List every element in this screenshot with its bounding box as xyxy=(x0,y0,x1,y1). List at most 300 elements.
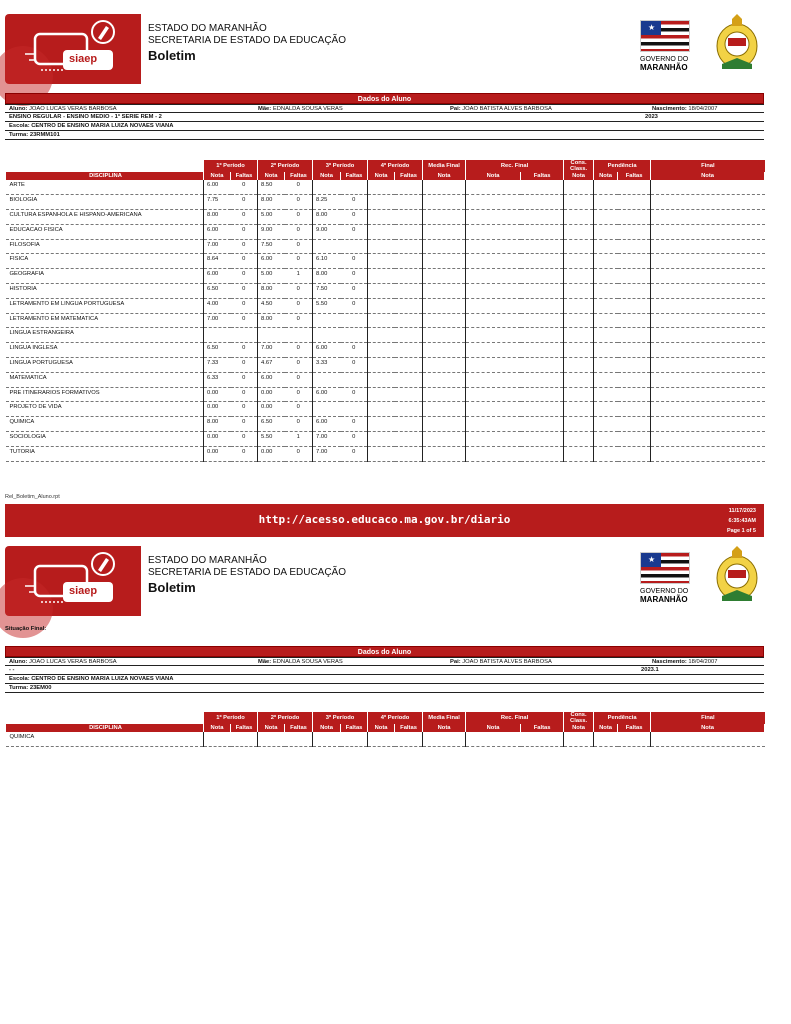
empty-cell xyxy=(521,298,564,313)
period-header: 2º Período xyxy=(258,160,313,172)
p2-nota: 9.00 xyxy=(258,224,285,239)
p1-faltas: 0 xyxy=(231,343,258,358)
table-row xyxy=(6,210,765,225)
p1-faltas: 0 xyxy=(231,432,258,447)
empty-cell xyxy=(521,239,564,254)
p2-faltas: 0 xyxy=(285,180,313,195)
empty-cell xyxy=(423,432,466,447)
p3-faltas: 0 xyxy=(341,254,368,269)
empty-cell xyxy=(368,446,395,461)
footer-url-link[interactable]: http://acesso.educaco.ma.gov.br/diario xyxy=(258,513,511,526)
empty-cell xyxy=(564,732,594,747)
empty-cell xyxy=(594,732,618,747)
discipline-name: EDUCACAO FISICA xyxy=(6,224,204,239)
p3-nota: 7.00 xyxy=(313,432,341,447)
p2-faltas xyxy=(285,328,313,343)
p2-nota: 6.00 xyxy=(258,372,285,387)
empty-cell xyxy=(395,343,423,358)
empty-cell xyxy=(423,417,466,432)
page-number: Page 1 of 5 xyxy=(726,528,756,534)
table-row xyxy=(6,239,765,254)
empty-cell xyxy=(368,210,395,225)
header-text xyxy=(148,23,346,64)
empty-cell xyxy=(564,372,594,387)
discipline-name: LINGUA PORTUGUESA xyxy=(6,358,204,373)
pai-label: Pai: xyxy=(450,659,461,665)
empty-cell xyxy=(395,254,423,269)
p1-nota: 7.00 xyxy=(204,239,231,254)
period-header: Media Final xyxy=(423,160,466,172)
period-header: 4º Período xyxy=(368,160,423,172)
p1-faltas: 0 xyxy=(231,180,258,195)
empty-cell xyxy=(594,387,618,402)
empty-cell xyxy=(395,358,423,373)
p1-nota: 0.00 xyxy=(204,402,231,417)
p2-faltas: 0 xyxy=(285,313,313,328)
empty-cell xyxy=(564,417,594,432)
nota-header: Nota xyxy=(594,172,618,180)
empty-cell xyxy=(368,358,395,373)
empty-cell xyxy=(395,210,423,225)
p1-nota: 0.00 xyxy=(204,387,231,402)
faltas-header: Faltas xyxy=(618,172,651,180)
p3-nota: 5.50 xyxy=(313,298,341,313)
p2-nota: 8.00 xyxy=(258,284,285,299)
mae-label: Mãe: xyxy=(258,659,272,665)
empty-cell xyxy=(564,284,594,299)
empty-cell xyxy=(423,328,466,343)
p3-nota: 3.33 xyxy=(313,358,341,373)
empty-cell xyxy=(594,284,618,299)
period-header: 1º Período xyxy=(204,712,258,724)
p2-faltas: 0 xyxy=(285,284,313,299)
p1-faltas: 0 xyxy=(231,239,258,254)
p1-nota: 4.00 xyxy=(204,298,231,313)
discipline-name: TUTORIA xyxy=(6,446,204,461)
p2-nota: 5.00 xyxy=(258,269,285,284)
empty-cell xyxy=(395,417,423,432)
empty-cell xyxy=(466,432,521,447)
p3-faltas xyxy=(341,239,368,254)
table-row xyxy=(6,269,765,284)
empty-cell xyxy=(395,284,423,299)
p2-nota: 6.50 xyxy=(258,417,285,432)
p3-faltas: 0 xyxy=(341,432,368,447)
p3-nota xyxy=(313,313,341,328)
empty-cell xyxy=(564,269,594,284)
student-name: JOAO LUCAS VERAS BARBOSA xyxy=(28,106,117,112)
p3-nota xyxy=(313,180,341,195)
p3-nota: 6.00 xyxy=(313,417,341,432)
period-header: Final xyxy=(651,160,765,172)
p3-faltas: 0 xyxy=(341,417,368,432)
empty-cell xyxy=(521,732,564,747)
empty-cell xyxy=(564,210,594,225)
empty-cell xyxy=(368,269,395,284)
empty-cell xyxy=(564,313,594,328)
empty-cell xyxy=(395,180,423,195)
state-name: ESTADO DO MARANHÃO xyxy=(148,23,267,34)
empty-cell xyxy=(594,224,618,239)
discipline-name: PROJETO DE VIDA xyxy=(6,402,204,417)
discipline-name: ARTE xyxy=(6,180,204,195)
p3-nota: 7.50 xyxy=(313,284,341,299)
turma-label: Turma: xyxy=(9,685,29,691)
nota-header: Nota xyxy=(651,172,765,180)
maranhao-flag-icon: ★ xyxy=(640,20,690,52)
p3-nota: 8.00 xyxy=(313,210,341,225)
empty-cell xyxy=(466,402,521,417)
empty-cell xyxy=(423,180,466,195)
table-row xyxy=(6,387,765,402)
period-header: 1º Período xyxy=(204,160,258,172)
p1-nota xyxy=(204,328,231,343)
faltas-header: Faltas xyxy=(395,724,423,732)
p3-faltas: 0 xyxy=(341,358,368,373)
empty-cell xyxy=(368,239,395,254)
report-header-page2 xyxy=(0,546,768,616)
empty-cell xyxy=(521,432,564,447)
nota-header: Nota xyxy=(258,172,285,180)
empty-cell xyxy=(466,372,521,387)
p1-nota xyxy=(204,732,231,747)
p3-faltas: 0 xyxy=(341,446,368,461)
p1-faltas: 0 xyxy=(231,195,258,210)
empty-cell xyxy=(423,239,466,254)
p1-nota: 6.33 xyxy=(204,372,231,387)
p2-nota: 5.50 xyxy=(258,432,285,447)
p1-nota: 7.00 xyxy=(204,313,231,328)
empty-cell xyxy=(521,402,564,417)
empty-cell xyxy=(368,298,395,313)
p2-nota: 8.50 xyxy=(258,180,285,195)
empty-cell xyxy=(368,372,395,387)
escola-label: Escola: xyxy=(9,676,30,682)
p1-faltas: 0 xyxy=(231,210,258,225)
aluno-label: Aluno: xyxy=(9,659,28,665)
print-time: 6:35:43AM xyxy=(728,518,756,524)
p1-faltas: 0 xyxy=(231,387,258,402)
empty-cell xyxy=(395,432,423,447)
grades-table: 1º Período 2º Período 3º Período 4º Período Media Final Rec. Final Cons. Class. Pendência Final DISCIPLINA Nota Faltas Nota Faltas Nota Faltas Nota Faltas Nota Nota Faltas Nota Nota Faltas Nota Situação ARTE 6.00 0 8.50 0 BIOLOGIA 7.75 0 8.00 0 8.25 0 CULTURA ESPANHOLA E HISPANO-AMERICANA 8.00 0 5.00 0 8.00 0 EDUCACAO FISICA 6.00 0 9.00 0 9.00 0 FILOSOFIA 7.00 0 7.50 0 FISICA 8.64 0 6.00 0 6.10 0 GEOGRAFIA 6.00 0 5.00 1 8.00 0 HISTORIA 6.50 0 8.00 0 7.50 0 LETRAMENTO EM LINGUA PORTUGUESA 4.00 0 4.50 0 5.50 0 LETRAMENTO EM MATEMATICA 7.00 0 8.00 0 LINGUA ESTRANGEIRA LINGUA INGLESA 6.50 0 7.00 0 6.00 0 LINGUA PORTUGUESA 7.33 0 4.67 0 3.33 0 MATEMATICA 6.33 0 6.00 0 PRE ITINERARIOS FORMATIVOS 0.00 0 0.00 0 6.00 0 PROJETO DE VIDA 0.00 0 0.00 0 QUIMICA 8.00 0 6.50 0 6.00 0 SOCIOLOGIA 0.00 0 5.50 1 7.00 0 TUTORIA 0.00 0 0.00 0 7.00 0 xyxy=(5,160,765,462)
class-row xyxy=(5,131,764,140)
p1-faltas: 0 xyxy=(231,446,258,461)
empty-cell xyxy=(594,343,618,358)
empty-cell xyxy=(423,195,466,210)
empty-cell xyxy=(521,180,564,195)
grades-table-page2: 1º Período 2º Período 3º Período 4º Período Media Final Rec. Final Cons. Class. Pendência Final DISCIPLINA Nota Faltas Nota Faltas Nota Faltas Nota Faltas Nota Nota Faltas Nota Nota Faltas Nota Situação QUIMICA xyxy=(5,712,765,747)
empty-cell xyxy=(395,195,423,210)
table-row xyxy=(6,328,765,343)
table-row xyxy=(6,417,765,432)
empty-cell xyxy=(466,239,521,254)
p2-faltas: 0 xyxy=(285,254,313,269)
faltas-header: Faltas xyxy=(521,724,564,732)
p1-nota: 7.75 xyxy=(204,195,231,210)
empty-cell xyxy=(521,343,564,358)
discipline-name: FILOSOFIA xyxy=(6,239,204,254)
p3-nota xyxy=(313,732,341,747)
table-row xyxy=(6,313,765,328)
print-date: 11/17/2023 xyxy=(728,508,756,514)
empty-cell xyxy=(594,372,618,387)
empty-cell xyxy=(618,210,651,225)
empty-cell xyxy=(651,180,765,195)
empty-cell xyxy=(651,343,765,358)
p3-faltas xyxy=(341,313,368,328)
school-year: 2023.1 xyxy=(641,667,659,673)
p3-nota: 6.00 xyxy=(313,343,341,358)
p1-faltas: 0 xyxy=(231,313,258,328)
faltas-header: Faltas xyxy=(285,724,313,732)
student-data-page2 xyxy=(5,646,764,693)
p1-faltas: 0 xyxy=(231,224,258,239)
nota-header: Nota xyxy=(466,724,521,732)
empty-cell xyxy=(651,298,765,313)
empty-cell xyxy=(618,254,651,269)
empty-cell xyxy=(368,224,395,239)
discipline-name: MATEMATICA xyxy=(6,372,204,387)
nota-header: Nota xyxy=(423,724,466,732)
empty-cell xyxy=(521,224,564,239)
empty-cell xyxy=(564,195,594,210)
p3-faltas: 0 xyxy=(341,298,368,313)
empty-cell xyxy=(466,298,521,313)
nota-header: Nota xyxy=(258,724,285,732)
aluno-label: Aluno: xyxy=(9,106,28,112)
p1-nota: 6.00 xyxy=(204,269,231,284)
father-name: JOAO BATISTA ALVES BARBOSA xyxy=(462,106,552,112)
p2-faltas: 0 xyxy=(285,417,313,432)
empty-cell xyxy=(651,417,765,432)
table-row xyxy=(6,180,765,195)
empty-cell xyxy=(521,195,564,210)
discipline-name: LINGUA ESTRANGEIRA xyxy=(6,328,204,343)
p3-faltas: 0 xyxy=(341,343,368,358)
empty-cell xyxy=(564,224,594,239)
empty-cell xyxy=(618,343,651,358)
empty-cell xyxy=(651,358,765,373)
faltas-header: Faltas xyxy=(395,172,423,180)
p2-faltas: 1 xyxy=(285,269,313,284)
header-text xyxy=(148,555,346,596)
maranhao-flag-icon: ★ xyxy=(640,552,690,584)
pai-label: Pai: xyxy=(450,106,461,112)
faltas-header: Faltas xyxy=(341,172,368,180)
empty-cell xyxy=(466,417,521,432)
school-row xyxy=(5,122,764,131)
period-header: 4º Período xyxy=(368,712,423,724)
empty-cell xyxy=(594,432,618,447)
p2-nota xyxy=(258,732,285,747)
empty-cell xyxy=(466,313,521,328)
mother-name: EDNALDA SOUSA VERAS xyxy=(272,106,343,112)
school-name: CENTRO DE ENSINO MARIA LUIZA NOVAES VIANA xyxy=(31,676,174,682)
p1-nota: 6.50 xyxy=(204,284,231,299)
empty-cell xyxy=(651,313,765,328)
faltas-header: Faltas xyxy=(285,172,313,180)
empty-cell xyxy=(368,195,395,210)
empty-cell xyxy=(651,284,765,299)
p3-nota: 6.00 xyxy=(313,387,341,402)
school-row xyxy=(5,675,764,684)
student-data-title: Dados do Aluno xyxy=(5,646,764,657)
discipline-name: LETRAMENTO EM LINGUA PORTUGUESA xyxy=(6,298,204,313)
discipline-name: QUIMICA xyxy=(6,417,204,432)
empty-cell xyxy=(423,387,466,402)
siaep-logo xyxy=(5,14,141,84)
birth-date: 18/04/2007 xyxy=(688,106,718,112)
empty-cell xyxy=(368,387,395,402)
p1-faltas: 0 xyxy=(231,372,258,387)
empty-cell xyxy=(466,210,521,225)
discipline-name: PRE ITINERARIOS FORMATIVOS xyxy=(6,387,204,402)
table-row xyxy=(6,195,765,210)
empty-cell xyxy=(618,195,651,210)
report-title: Boletim xyxy=(148,580,196,595)
empty-cell xyxy=(618,358,651,373)
p1-nota: 8.00 xyxy=(204,210,231,225)
secretariat-name: SECRETARIA DE ESTADO DA EDUCAÇÃO xyxy=(148,35,347,46)
footer-bar xyxy=(5,504,764,537)
discipline-name: GEOGRAFIA xyxy=(6,269,204,284)
coat-of-arms-icon xyxy=(710,546,764,606)
discipline-name: CULTURA ESPANHOLA E HISPANO-AMERICANA xyxy=(6,210,204,225)
p1-faltas: 0 xyxy=(231,269,258,284)
discipline-name: BIOLOGIA xyxy=(6,195,204,210)
empty-cell xyxy=(594,210,618,225)
empty-cell xyxy=(368,180,395,195)
discipline-name: LINGUA INGLESA xyxy=(6,343,204,358)
p3-nota: 6.10 xyxy=(313,254,341,269)
gov-line1: GOVERNO DO xyxy=(640,56,689,63)
empty-cell xyxy=(521,328,564,343)
empty-cell xyxy=(564,432,594,447)
empty-cell xyxy=(594,358,618,373)
empty-cell xyxy=(368,254,395,269)
p1-nota: 8.64 xyxy=(204,254,231,269)
p3-faltas xyxy=(341,732,368,747)
p3-nota xyxy=(313,239,341,254)
empty-cell xyxy=(651,432,765,447)
empty-cell xyxy=(618,387,651,402)
nota-header: Nota xyxy=(313,724,341,732)
empty-cell xyxy=(395,313,423,328)
p2-faltas: 0 xyxy=(285,195,313,210)
class-code: 23EM00 xyxy=(29,685,52,691)
empty-cell xyxy=(594,328,618,343)
empty-cell xyxy=(618,224,651,239)
empty-cell xyxy=(368,432,395,447)
father-name: JOAO BATISTA ALVES BARBOSA xyxy=(462,659,552,665)
empty-cell xyxy=(594,180,618,195)
p1-nota: 6.50 xyxy=(204,343,231,358)
table-row xyxy=(6,432,765,447)
escola-label: Escola: xyxy=(9,123,30,129)
empty-cell xyxy=(521,372,564,387)
nota-header: Nota xyxy=(204,172,231,180)
period-header: Rec. Final xyxy=(466,712,564,724)
p3-faltas: 0 xyxy=(341,284,368,299)
period-header: Cons. Class. xyxy=(564,712,594,724)
discipline-name: FISICA xyxy=(6,254,204,269)
empty-cell xyxy=(564,254,594,269)
siaep-logo-text: siaep xyxy=(69,585,98,597)
faltas-header: Faltas xyxy=(521,172,564,180)
empty-cell xyxy=(564,239,594,254)
empty-cell xyxy=(368,417,395,432)
empty-cell xyxy=(395,269,423,284)
period-header: 3º Período xyxy=(313,160,368,172)
nota-header: Nota xyxy=(313,172,341,180)
report-file-name: Rel_Boletim_Aluno.rpt xyxy=(5,494,60,500)
empty-cell xyxy=(423,372,466,387)
nota-header: Nota xyxy=(368,724,395,732)
siaep-logo-text: siaep xyxy=(69,53,98,65)
report-title: Boletim xyxy=(148,48,196,63)
p2-nota: 4.67 xyxy=(258,358,285,373)
table-row xyxy=(6,358,765,373)
p1-faltas xyxy=(231,328,258,343)
table-row xyxy=(6,372,765,387)
p2-faltas: 0 xyxy=(285,239,313,254)
empty-cell xyxy=(594,298,618,313)
discipline-name: HISTORIA xyxy=(6,284,204,299)
p3-nota xyxy=(313,402,341,417)
p3-nota xyxy=(313,328,341,343)
p2-nota: 7.50 xyxy=(258,239,285,254)
p2-faltas: 0 xyxy=(285,387,313,402)
school-name: CENTRO DE ENSINO MARIA LUIZA NOVAES VIANA xyxy=(31,123,174,129)
empty-cell xyxy=(594,446,618,461)
nota-header: Nota xyxy=(594,724,618,732)
empty-cell xyxy=(466,180,521,195)
nascimento-label: Nascimento: xyxy=(652,106,687,112)
period-header: Rec. Final xyxy=(466,160,564,172)
empty-cell xyxy=(594,239,618,254)
empty-cell xyxy=(423,358,466,373)
nota-header: Nota xyxy=(564,172,594,180)
empty-cell xyxy=(368,313,395,328)
p2-faltas: 0 xyxy=(285,298,313,313)
p2-nota: 8.00 xyxy=(258,195,285,210)
p1-faltas: 0 xyxy=(231,417,258,432)
empty-cell xyxy=(651,328,765,343)
empty-cell xyxy=(466,254,521,269)
empty-cell xyxy=(395,402,423,417)
nota-header: Nota xyxy=(204,724,231,732)
empty-cell xyxy=(521,446,564,461)
empty-cell xyxy=(618,432,651,447)
p1-nota: 6.00 xyxy=(204,224,231,239)
nota-header: Nota xyxy=(466,172,521,180)
secretariat-name: SECRETARIA DE ESTADO DA EDUCAÇÃO xyxy=(148,567,347,578)
p1-faltas: 0 xyxy=(231,402,258,417)
course-name: ENSINO REGULAR - ENSINO MEDIO - 1ª SERIE REM - 2 xyxy=(9,114,162,120)
empty-cell xyxy=(618,298,651,313)
turma-label: Turma: xyxy=(9,132,29,138)
empty-cell xyxy=(618,180,651,195)
empty-cell xyxy=(395,224,423,239)
empty-cell xyxy=(423,732,466,747)
empty-cell xyxy=(651,732,765,747)
period-header: Cons. Class. xyxy=(564,160,594,172)
period-header: Media Final xyxy=(423,712,466,724)
student-data-title: Dados do Aluno xyxy=(5,93,764,104)
table-row xyxy=(6,298,765,313)
empty-cell xyxy=(466,732,521,747)
disciplina-header: DISCIPLINA xyxy=(6,724,204,732)
